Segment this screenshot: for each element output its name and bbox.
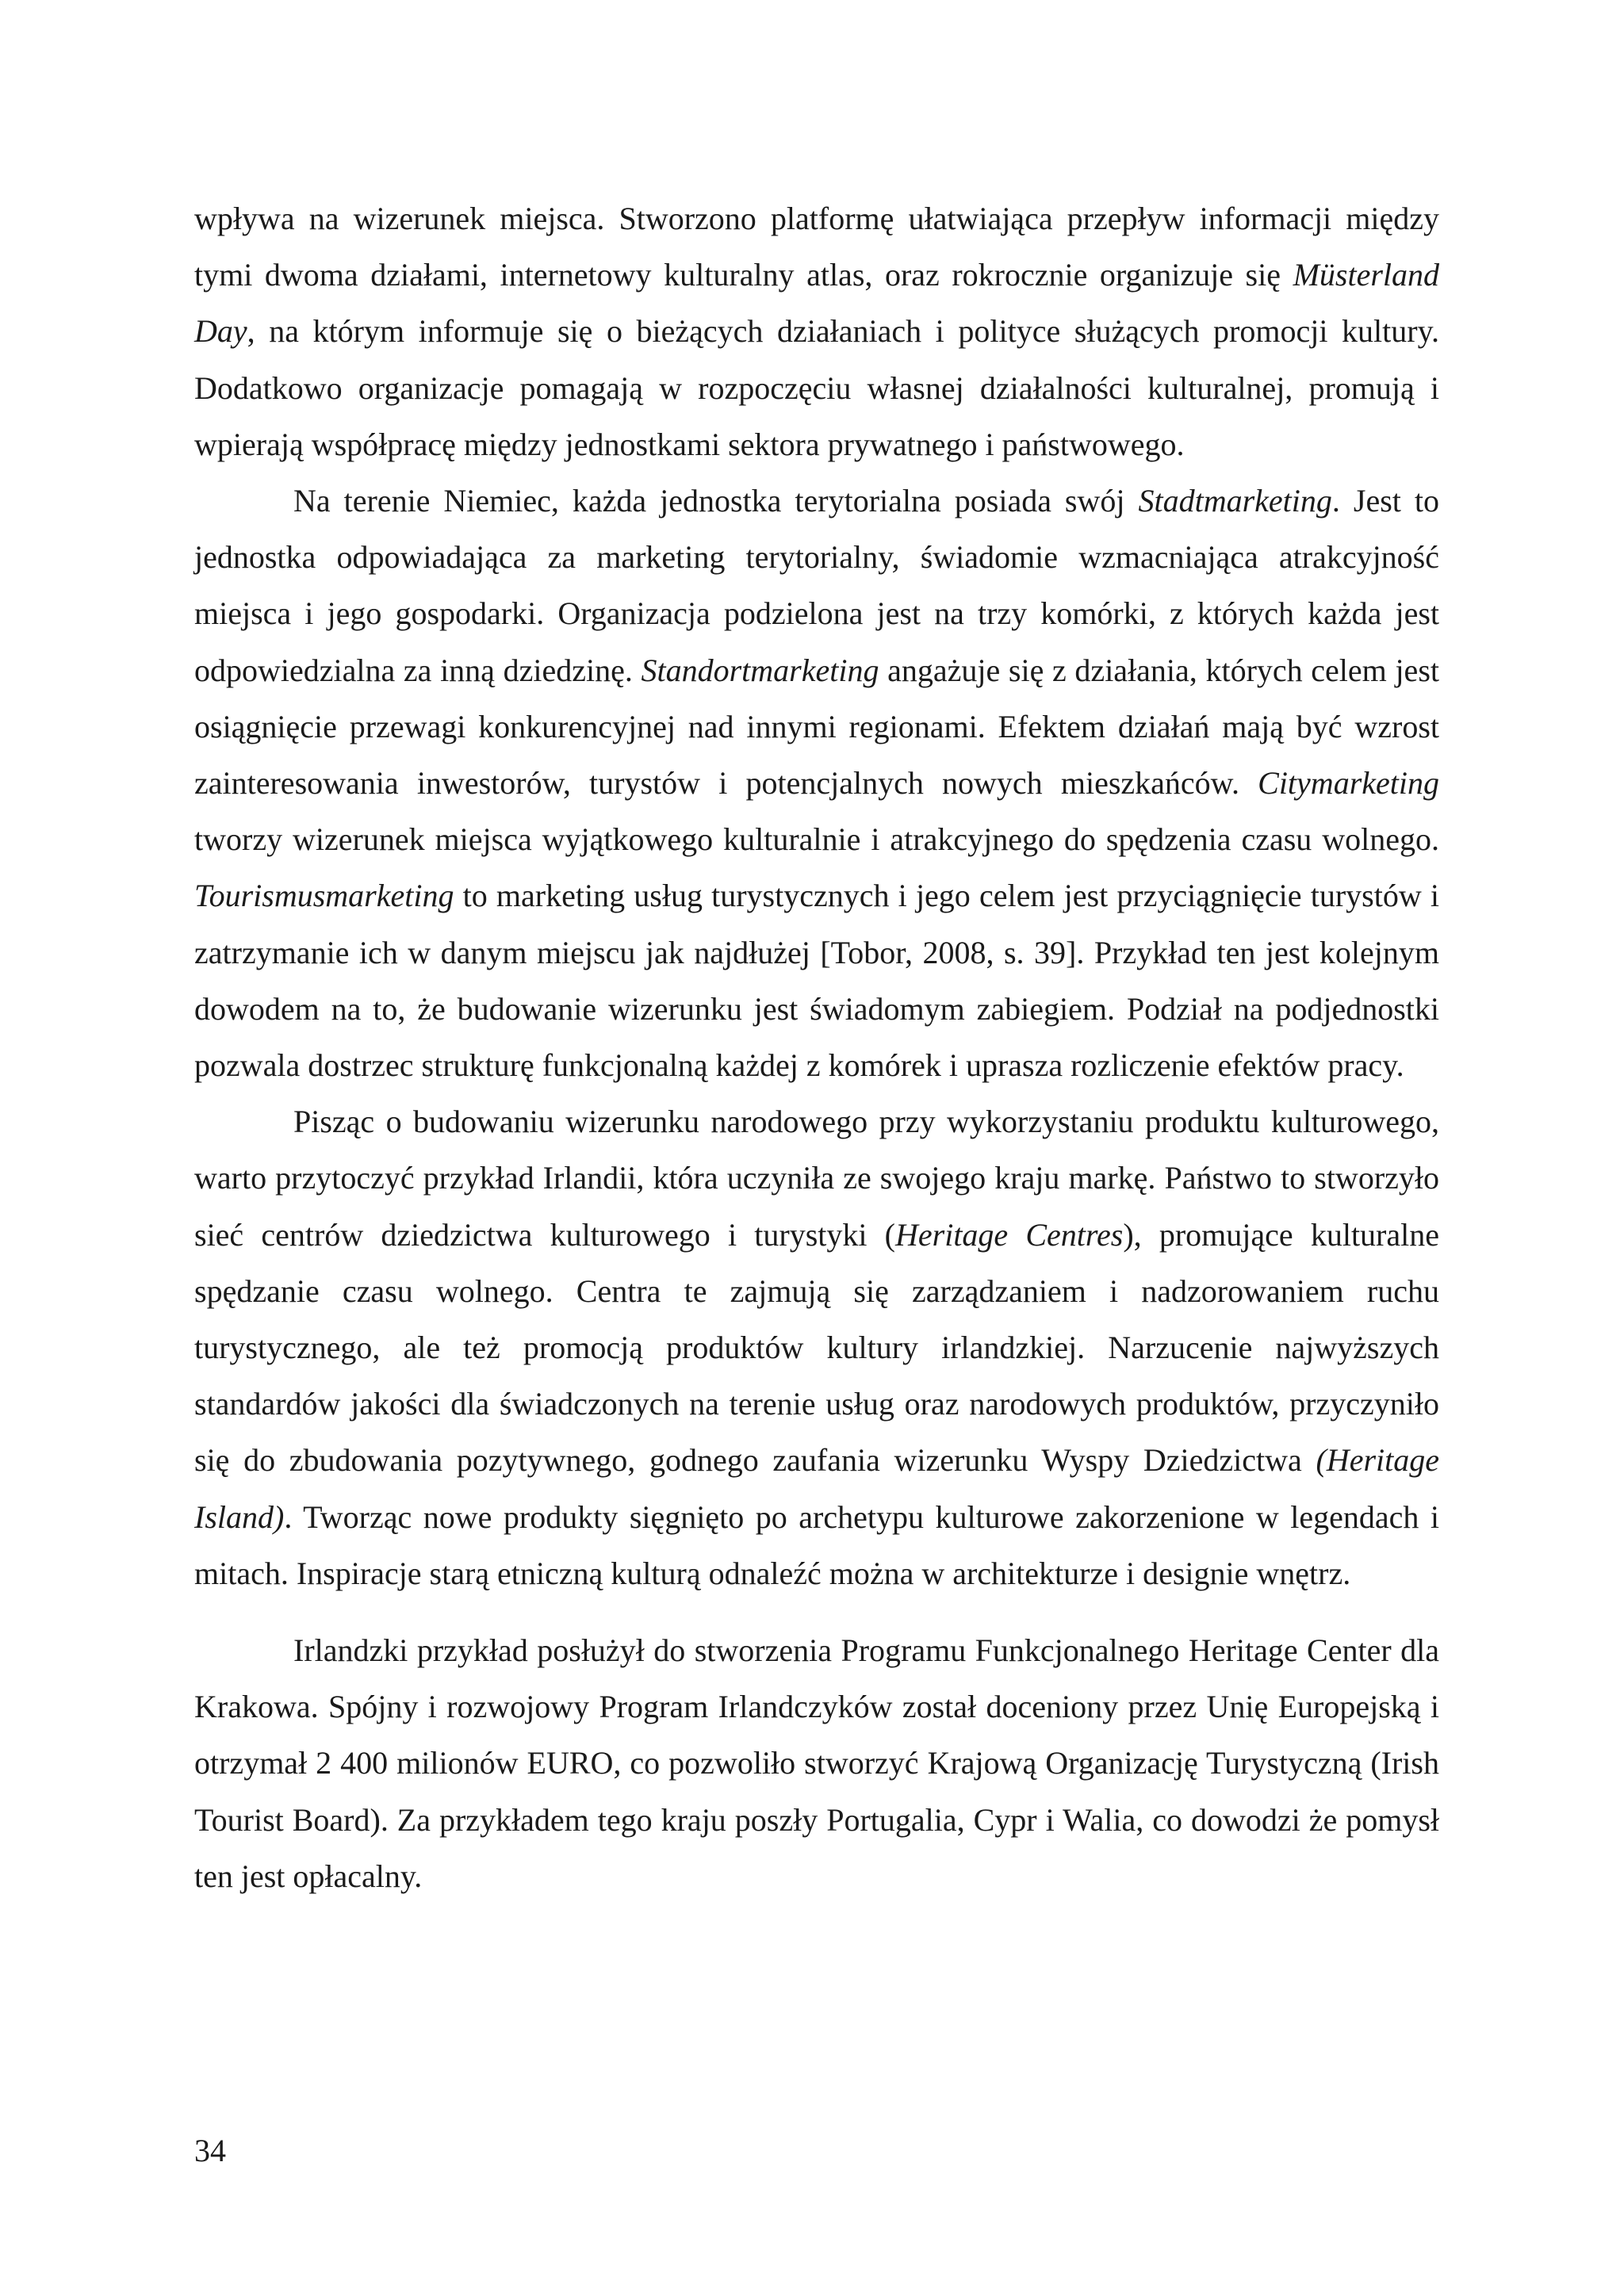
text-segment: wpływa na wizerunek miejsca. Stworzono platformę ułatwiająca przepływ informacji między tymi dwoma działami, internetowy kulturalny atlas, oraz rokrocznie organizuje się [194, 201, 1439, 293]
text-segment: , na którym informuje się o bieżących działaniach i polityce służących promocji kultury. Dodatkowo organizacje pomagają w rozpoczęciu własnej działalności kulturalnej, promują i wpierają współpracę między jednostkami sektora prywatnego i państwowego. [194, 313, 1439, 462]
page-number: 34 [194, 2133, 226, 2168]
text-segment: tworzy wizerunek miejsca wyjątkowego kulturalnie i atrakcyjnego do spędzenia czasu wolnego. [194, 821, 1439, 858]
text-segment: to marketing usług turystycznych i jego celem jest przyciągnięcie turystów i zatrzymanie ich w danym miejscu jak najdłużej [Tobor, 2008, s. 39]. Przykład ten jest kolejnym dowodem na to, że budowanie wizerunku jest świadomym zabiegiem. Podział na podjednostki pozwala dostrzec strukturę funkcjonalną każdej z komórek i uprasza rozliczenie efektów pracy. [194, 878, 1439, 1084]
paragraph [194, 1093, 1439, 1601]
italic-term: Standortmarketing [641, 652, 879, 688]
text-segment: ), promujące kulturalne spędzanie czasu wolnego. Centra te zajmują się zarządzaniem i nadzorowaniem ruchu turystycznego, ale też promocją produktów kultury irlandzkiej. Narzucenie najwyższych standardów jakości dla świadczonych na terenie usług oraz narodowych produktów, przyczyniło się do zbudowania pozytywnego, godnego zaufania wizerunku Wyspy Dziedzictwa [194, 1216, 1440, 1479]
text-segment: . Tworząc nowe produkty sięgnięto po archetypu kulturowe zakorzenione w legendach i mitach. Inspiracje starą etniczną kulturą odnaleźć można w architekturze i designie wnętrz. [194, 1498, 1439, 1591]
paragraph [194, 1622, 1439, 1904]
italic-term: Stadtmarketing [1138, 483, 1332, 519]
paragraph [194, 190, 1439, 473]
text-segment: Irlandzki przykład posłużył do stworzenia Programu Funkcjonalnego Heritage Center dla Krakowa. Spójny i rozwojowy Program Irlandczyków został doceniony przez Unię Europejską i otrzymał 2 400 milionów EURO, co pozwoliło stworzyć Krajową Organizację Turystyczną (Irish Tourist Board). Za przykładem tego kraju poszły Portugalia, Cypr i Walia, co dowodzi że pomysł ten jest opłacalny. [194, 1632, 1439, 1894]
text-segment: Pisząc o budowaniu wizerunku narodowego przy wykorzystaniu produktu kulturowego, warto przytoczyć przykład Irlandii, która uczyniła ze swojego kraju markę. Państwo to stworzyło sieć centrów dziedzictwa kulturowego i turystyki ( [194, 1104, 1439, 1253]
text-segment: Na terenie Niemiec, każda jednostka terytorialna posiada swój [293, 483, 1139, 519]
paragraph [194, 473, 1439, 1093]
italic-term: Heritage Centres [895, 1216, 1124, 1253]
italic-term: (Heritage Island) [194, 1442, 1439, 1535]
text-segment: angażuje się z działania, których celem jest osiągnięcie przewagi konkurencyjnej nad innymi regionami. Efektem działań mają być wzrost zainteresowania inwestorów, turystów i potencjalnych nowych mieszkańców. [194, 652, 1439, 802]
italic-term: Citymarketing [1258, 765, 1439, 802]
italic-term: Tourismusmarketing [194, 878, 454, 914]
italic-term: Müsterland Day [194, 257, 1439, 350]
body-text [194, 190, 1439, 1904]
text-segment: . Jest to jednostka odpowiadająca za marketing terytorialny, świadomie wzmacniająca atrakcyjność miejsca i jego gospodarki. Organizacja podzielona jest na trzy komórki, z których każda jest odpowiedzialna za inną dziedzinę. [194, 483, 1439, 688]
